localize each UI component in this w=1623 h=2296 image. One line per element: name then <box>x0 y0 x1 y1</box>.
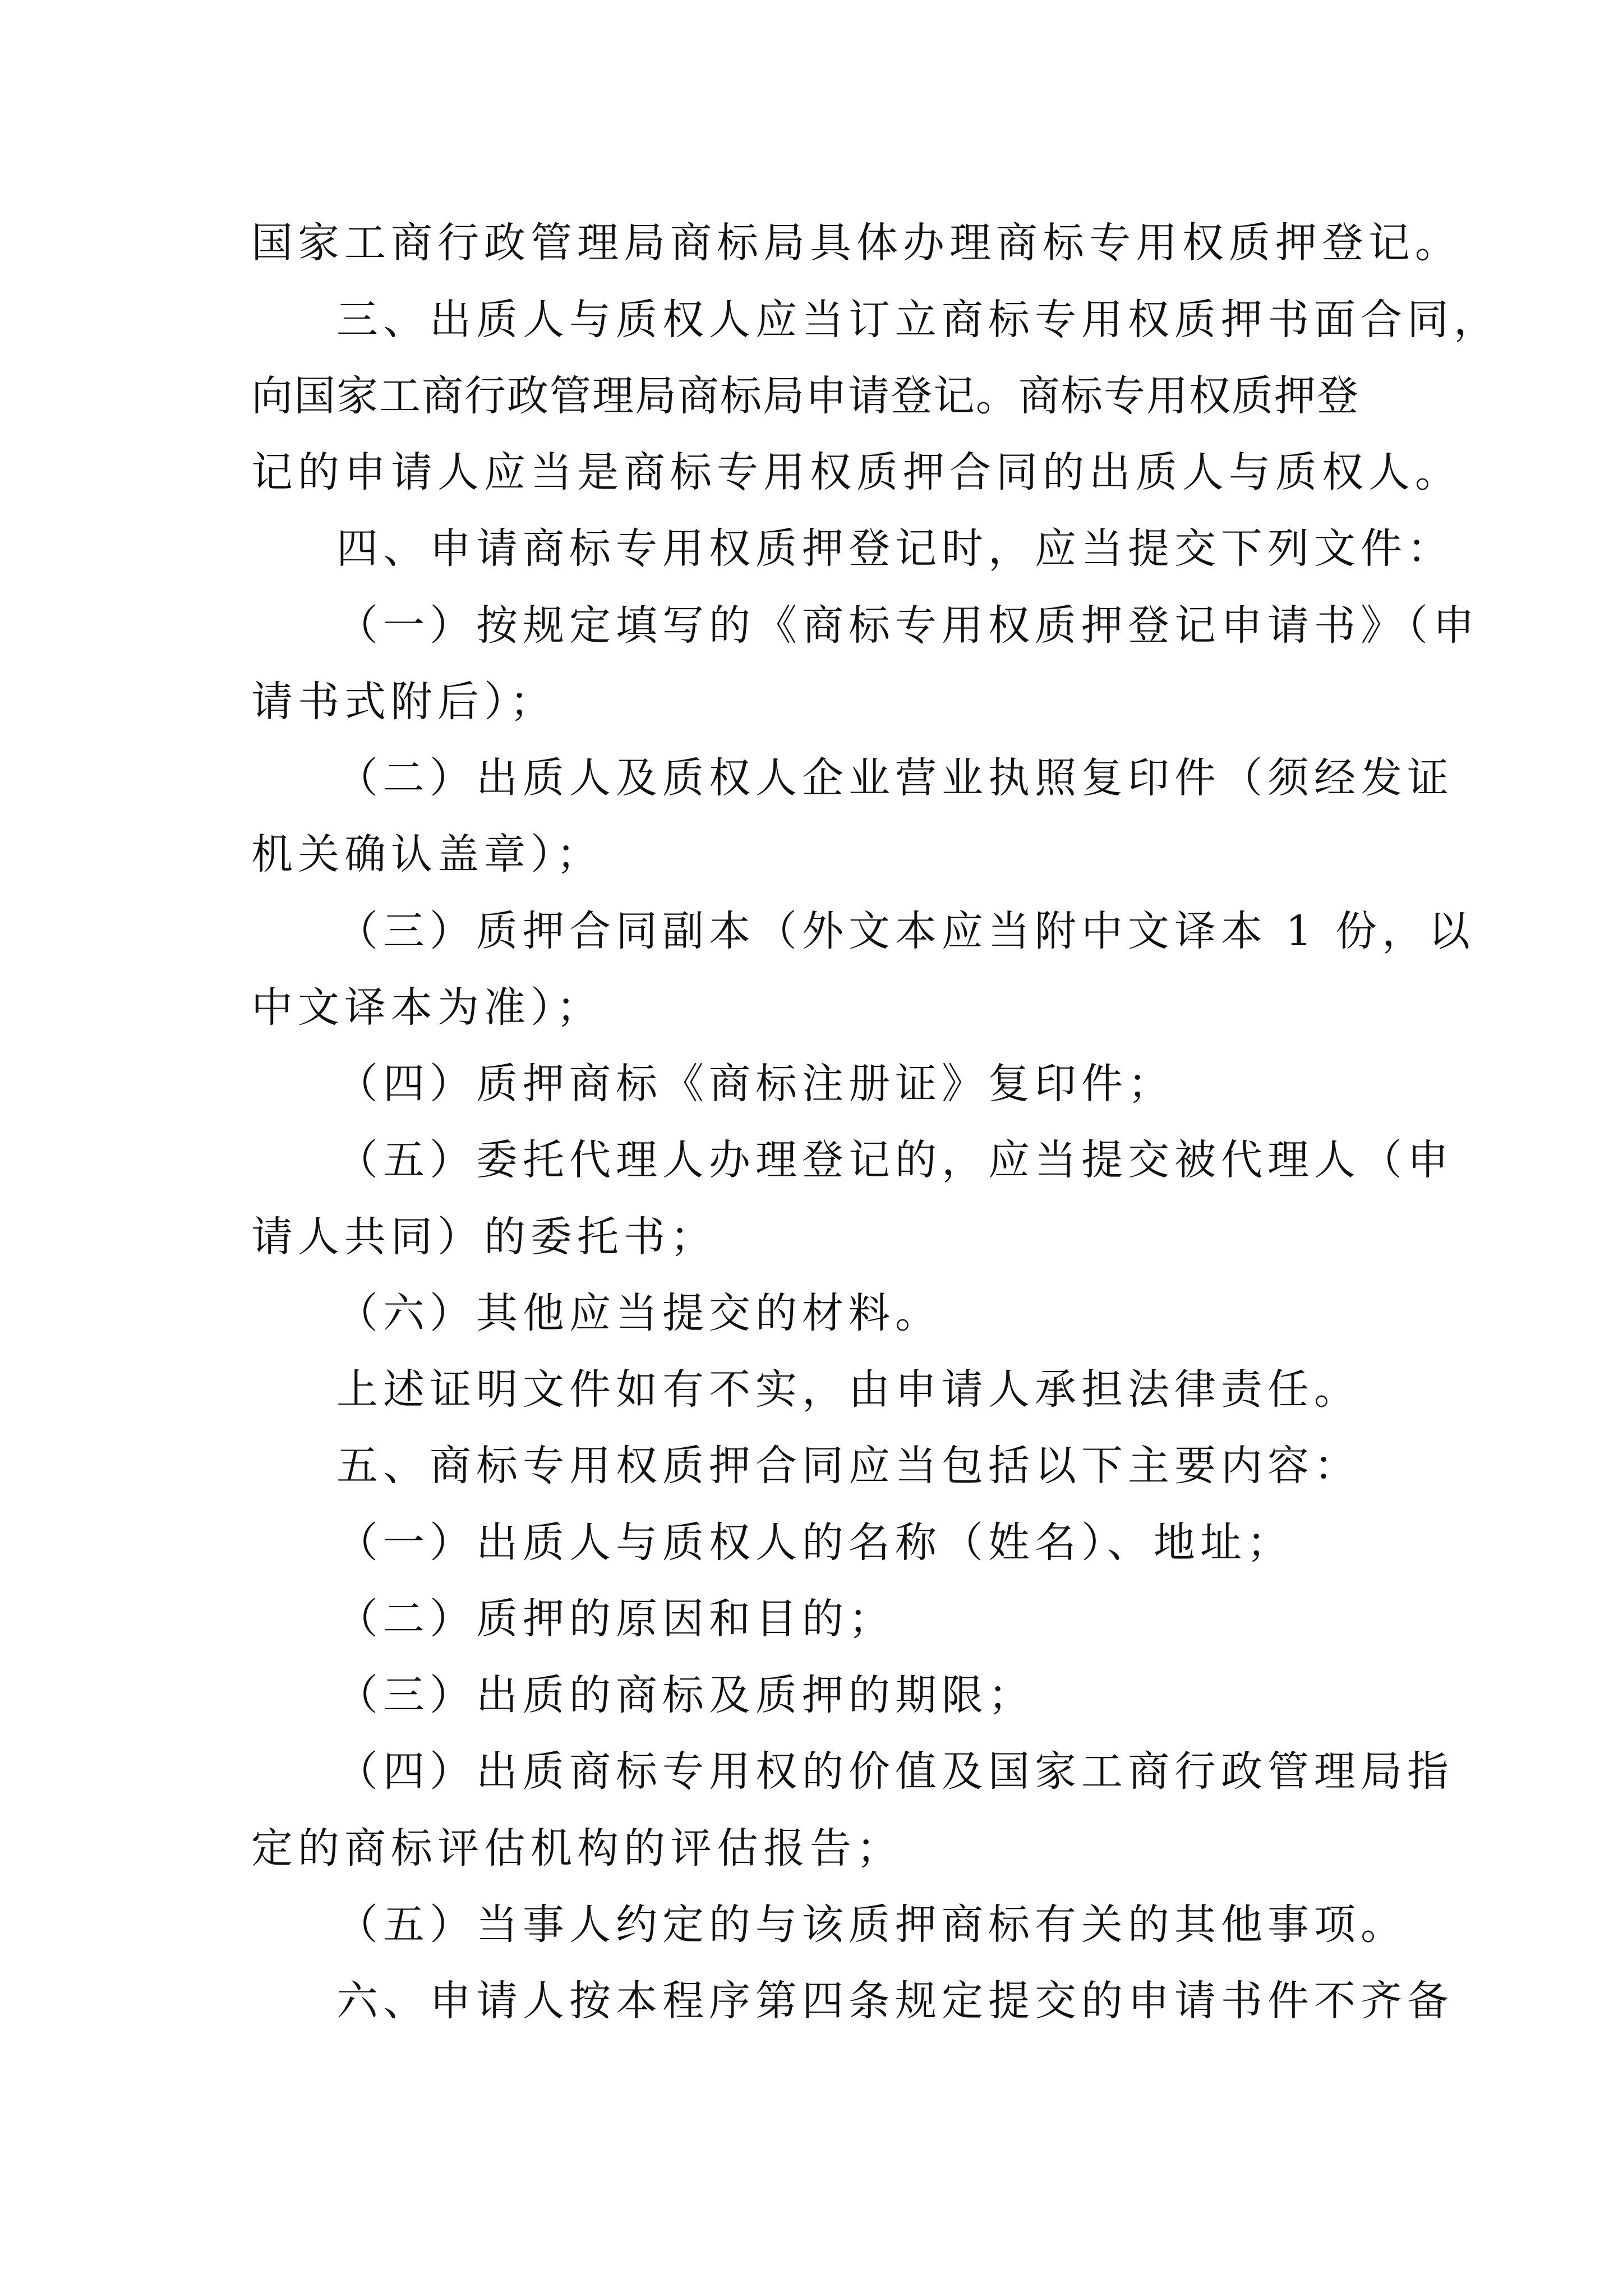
text-line-20: （三）出质的商标及质押的期限； <box>336 1671 1035 1719</box>
text-line-15: （六）其他应当提交的材料。 <box>336 1289 942 1337</box>
text-line-21: （四）出质商标专用权的价值及国家工商行政管理局指 <box>336 1747 1454 1796</box>
text-line-10: （三）质押合同副本（外文本应当附中文译本 1 份，以 <box>336 907 1476 955</box>
text-line-11: 中文译本为准）； <box>251 983 603 1032</box>
text-line-22: 定的商标评估机构的评估报告； <box>251 1824 903 1872</box>
text-line-4: 记的申请人应当是商标专用权质押合同的出质人与质权人。 <box>251 448 1461 496</box>
text-line-24: 六、申请人按本程序第四条规定提交的申请书件不齐备 <box>336 1977 1454 2025</box>
text-line-1: 国家工商行政管理局商标局具体办理商标专用权质押登记。 <box>251 219 1461 267</box>
text-line-17: 五、商标专用权质押合同应当包括以下主要内容： <box>336 1442 1361 1490</box>
text-line-3: 向国家工商行政管理局商标局申请登记。商标专用权质押登 <box>251 372 1359 420</box>
text-line-9: 机关确认盖章）； <box>251 830 603 878</box>
text-line-12: （四）质押商标《商标注册证》复印件； <box>336 1060 1174 1108</box>
text-line-7: 请书式附后）； <box>251 678 556 726</box>
text-line-19: （二）质押的原因和目的； <box>336 1595 895 1643</box>
text-line-6: （一）按规定填写的《商标专用权质押登记申请书》（申 <box>336 601 1479 650</box>
text-line-8: （二）出质人及质权人企业营业执照复印件（须经发证 <box>336 754 1454 802</box>
text-line-23: （五）当事人约定的与该质押商标有关的其他事项。 <box>336 1901 1407 1949</box>
text-line-13: （五）委托代理人办理登记的，应当提交被代理人（申 <box>336 1136 1454 1184</box>
text-line-5: 四、申请商标专用权质押登记时，应当提交下列文件： <box>336 524 1454 573</box>
text-line-2: 三、出质人与质权人应当订立商标专用权质押书面合同， <box>336 296 1500 344</box>
text-line-18: （一）出质人与质权人的名称（姓名）、地址； <box>336 1519 1293 1567</box>
text-line-14: 请人共同）的委托书； <box>251 1213 717 1261</box>
text-line-16: 上述证明文件如有不实，由申请人承担法律责任。 <box>336 1365 1361 1414</box>
